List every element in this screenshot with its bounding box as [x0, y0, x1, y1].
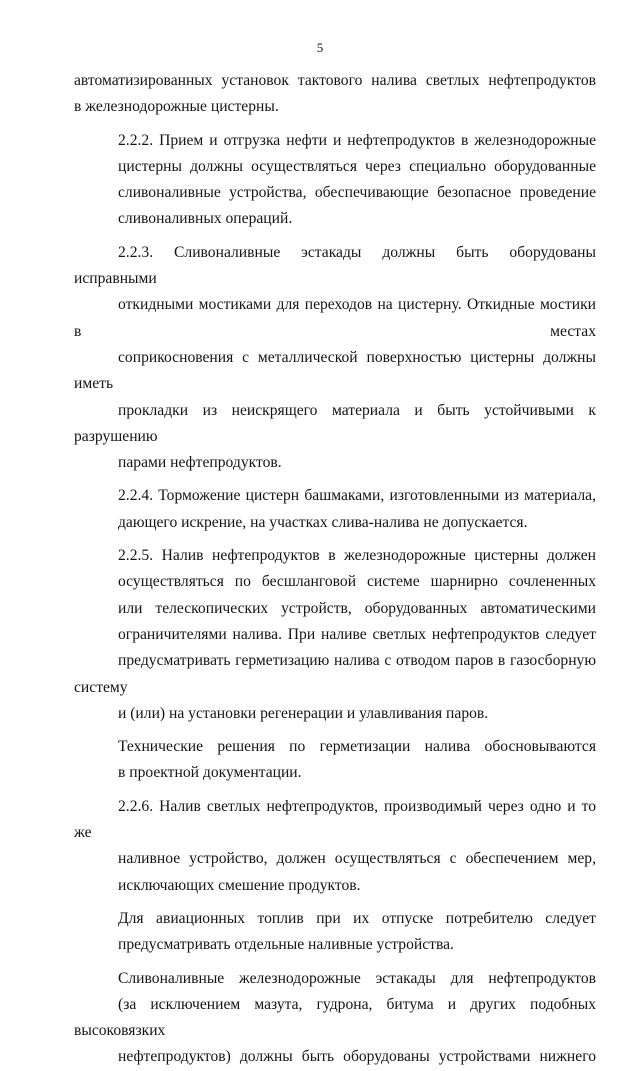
- text-line: Сливоналивные железнодорожные эстакады для нефтепродуктов: [118, 969, 596, 987]
- paragraph-2-2-6: [74, 794, 596, 899]
- text-line: предусматривать отдельные наливные устройства.: [118, 936, 454, 954]
- text-line: ограничителями налива. При наливе светлых нефтепродуктов следует: [118, 625, 596, 643]
- text-line: 2.2.3. Сливоналивные эстакады должны быть оборудованы исправными: [74, 243, 596, 288]
- paragraph: [74, 68, 596, 121]
- text-line: дающего искрение, на участках слива-налива не допускается.: [118, 513, 528, 531]
- paragraph-2-2-2: [74, 128, 596, 233]
- text-line: сливоналивных операций.: [118, 210, 293, 228]
- text-line: в проектной документации.: [118, 764, 302, 782]
- text-line: откидными мостиками для переходов на цистерну. Откидные мостики в местах: [74, 296, 596, 340]
- text-line: в железнодорожные цистерны.: [74, 98, 279, 116]
- page-number: 5: [316, 40, 324, 55]
- text-line: 2.2.4. Торможение цистерн башмаками, изготовленными из материала,: [118, 487, 596, 505]
- paragraph-2-2-3: [74, 240, 596, 477]
- text-line: наливное устройство, должен осуществляться с обеспечением мер,: [118, 850, 596, 868]
- text-line: 2.2.6. Налив светлых нефтепродуктов, производимый через одно и то же: [74, 797, 596, 842]
- paragraph: [74, 966, 596, 1071]
- text-line: сливоналивные устройства, обеспечивающие безопасное проведение: [118, 184, 596, 202]
- text-line: прокладки из неискрящего материала и быть устойчивыми к разрушению: [74, 401, 596, 445]
- paragraph-2-2-5: [74, 543, 596, 727]
- text-line: осуществляться по бесшланговой системе шарнирно сочлененных: [118, 573, 596, 591]
- document-body: [74, 68, 596, 1071]
- text-line: и (или) на установки регенерации и улавливания паров.: [118, 704, 489, 722]
- text-line: парами нефтепродуктов.: [118, 454, 282, 472]
- text-line: автоматизированных установок тактового налива светлых нефтепродуктов: [74, 72, 596, 89]
- paragraph: [74, 906, 596, 959]
- paragraph: [74, 734, 596, 787]
- text-line: исключающих смешение продуктов.: [118, 876, 361, 894]
- text-line: предусматривать герметизацию налива с отводом паров в газосборную систему: [74, 652, 596, 696]
- text-line: (за исключением мазута, гудрона, битума и других подобных высоковязких: [74, 995, 596, 1040]
- text-line: 2.2.5. Налив нефтепродуктов в железнодорожные цистерны должен: [118, 547, 596, 565]
- text-line: Для авиационных топлив при их отпуске потребителю следует: [118, 909, 596, 927]
- paragraph-2-2-4: [74, 483, 596, 536]
- text-line: или телескопических устройств, оборудованных автоматическими: [118, 599, 596, 617]
- text-line: Технические решения по герметизации налива обосновываются: [118, 738, 596, 756]
- text-line: соприкосновения с металлической поверхностью цистерны должны иметь: [74, 348, 596, 393]
- text-line: цистерны должны осуществляться через специально оборудованные: [118, 157, 596, 175]
- text-line: нефтепродуктов) должны быть оборудованы устройствами нижнего: [118, 1048, 596, 1066]
- text-line: 2.2.2. Прием и отгрузка нефти и нефтепродуктов в железнодорожные: [118, 131, 596, 149]
